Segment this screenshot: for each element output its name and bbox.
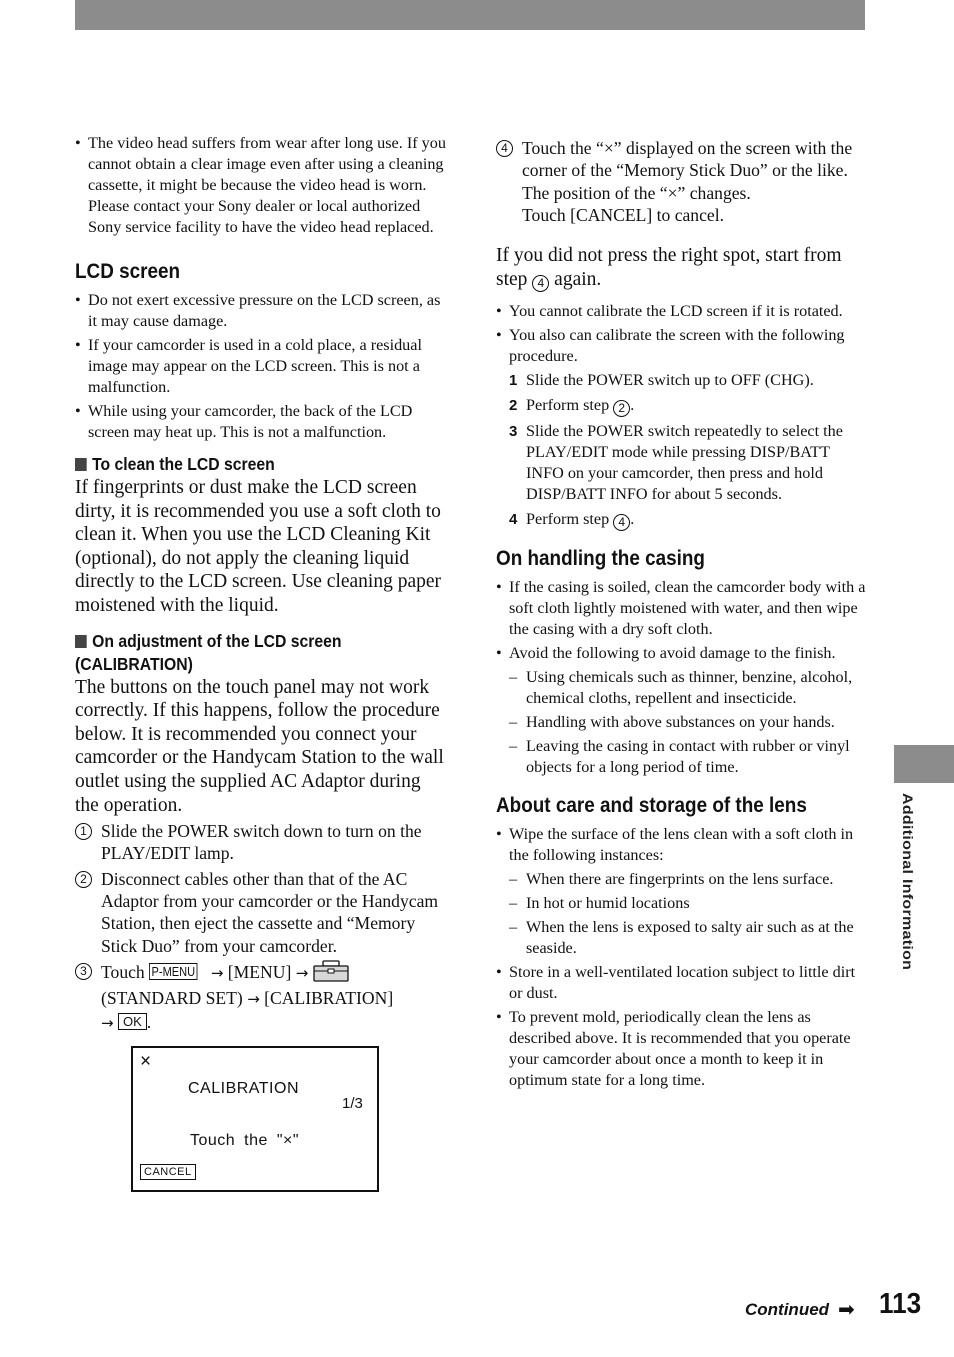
- arrow-right-icon: →: [295, 963, 309, 982]
- ok-button-icon: OK: [118, 1013, 147, 1030]
- list-item: • While using your camcorder, the back of the LCD screen may heat up. This is not a malfunction.: [75, 401, 447, 443]
- screen-cancel-button: CANCEL: [140, 1164, 196, 1180]
- list-item: • Wipe the surface of the lens clean with a soft cloth in the following instances: – When there are fingerprints on the lens surface. – In hot or humid locations – When the lens is exposed to salty air such as at the seaside.: [496, 824, 868, 959]
- step-item: 2 Perform step 2 .: [509, 395, 635, 415]
- lens-heading: About care and storage of the lens: [496, 793, 807, 817]
- list-item: – When there are fingerprints on the lens surface.: [509, 869, 868, 890]
- step-number-icon: 4: [532, 275, 549, 292]
- arrow-right-icon: →: [101, 1013, 114, 1032]
- list-item: • If your camcorder is used in a cold place, a residual image may appear on the LCD screen. This is not a malfunction.: [75, 335, 447, 398]
- list-item: – Leaving the casing in contact with rubber or vinyl objects for a long period of time.: [509, 736, 868, 778]
- screen-instruction: Touch the "×": [190, 1131, 300, 1149]
- calibration-heading-line2: (CALIBRATION): [75, 653, 193, 674]
- step-item: 3 Touch P-MENU → [MENU] → (STANDARD SET) → [CALIBRATION] → OK .: [75, 960, 447, 1034]
- clean-lcd-heading: To clean the LCD screen: [75, 453, 410, 476]
- step-item: 2 Disconnect cables other than that of the AC Adaptor from your camcorder or the Handycam Station, then eject the cassette and “Memory Stick Duo” from your camcorder.: [75, 868, 447, 957]
- p-menu-button-icon: P-MENU: [149, 963, 198, 980]
- list-item: – When the lens is exposed to salty air such as at the seaside.: [509, 917, 868, 959]
- arrow-right-icon: →: [247, 990, 260, 1009]
- section-tab: [894, 745, 954, 783]
- list-item: • Avoid the following to avoid damage to the finish. – Using chemicals such as thinner, benzine, alcohol, chemical cloths, repellent and insecticide. – Handling with above substances on your hands. – Leaving the casing in contact with rubber or vinyl objects for a long period of time.: [496, 643, 868, 778]
- calibration-screen-illustration: [131, 1046, 379, 1192]
- casing-heading: On handling the casing: [496, 546, 705, 570]
- step-item: 1 Slide the POWER switch up to OFF (CHG).: [509, 370, 814, 389]
- list-item: • Store in a well-ventilated location subject to little dirt or dust.: [496, 962, 868, 1004]
- step-item: 1 Slide the POWER switch down to turn on the PLAY/EDIT lamp.: [75, 820, 447, 865]
- list-item: – Using chemicals such as thinner, benzine, alcohol, chemical cloths, repellent and insecticide.: [509, 667, 868, 709]
- list-item: • If the casing is soiled, clean the camcorder body with a soft cloth lightly moistened with water, and then wipe the casing with a dry soft cloth.: [496, 577, 868, 640]
- continued-arrow-icon: ➡: [838, 1297, 855, 1321]
- step-number-icon: 2: [75, 871, 92, 888]
- step-item: 3 Slide the POWER switch repeatedly to select the PLAY/EDIT mode while pressing DISP/BATT INFO on your camcorder, then press and hold DISP/BATT INFO for about 5 seconds.: [509, 421, 843, 503]
- step-number-icon: 4: [496, 140, 513, 157]
- calibration-step4: [496, 137, 868, 226]
- calibration-text: The buttons on the touch panel may not work correctly. If this happens, follow the procedure below. It is recommended you connect your camcorder or the Handycam Station to the wall outlet using the supplied AC Adaptor during the operation.: [75, 676, 444, 816]
- list-item: – Handling with above substances on your hands.: [509, 712, 868, 733]
- retry-text: If you did not press the right spot, start from step 4 again.: [496, 245, 842, 290]
- step-item: 4 Perform step 4 .: [509, 509, 635, 529]
- lcd-bullet-list: [75, 290, 447, 443]
- step-number-icon: 3: [75, 963, 92, 980]
- calibration-steps: [75, 820, 447, 1034]
- toolbox-icon: [313, 960, 349, 987]
- screen-page-indicator: 1/3: [342, 1094, 363, 1112]
- alt-steps: [509, 370, 868, 531]
- continued-label: Continued: [745, 1300, 830, 1319]
- square-bullet-icon: [75, 458, 87, 471]
- intro-bullet-list: [75, 133, 447, 238]
- screen-title: CALIBRATION: [188, 1079, 299, 1097]
- lcd-screen-heading: LCD screen: [75, 260, 181, 283]
- step-number-icon: 2: [613, 400, 630, 417]
- page-number: 113: [879, 1288, 922, 1320]
- list-item: • You cannot calibrate the LCD screen if it is rotated.: [496, 301, 868, 322]
- right-column: [496, 137, 868, 1094]
- square-bullet-icon: [75, 635, 87, 648]
- left-column: [75, 133, 447, 1192]
- calibration-notes: [496, 301, 868, 531]
- list-item: • To prevent mold, periodically clean the lens as described above. It is recommended that you operate your camcorder about once a month to keep it in optimum state for a long time.: [496, 1007, 868, 1091]
- casing-bullet-list: [496, 577, 868, 778]
- step-number-icon: 1: [75, 823, 92, 840]
- list-item: • Do not exert excessive pressure on the LCD screen, as it may cause damage.: [75, 290, 447, 332]
- calibration-heading: On adjustment of the LCD screen: [75, 630, 410, 653]
- lens-bullet-list: [496, 824, 868, 1091]
- close-x-icon: ×: [140, 1050, 152, 1072]
- header-bar: [75, 0, 865, 30]
- lens-dash-list: [509, 869, 868, 959]
- section-tab-label: Additional Information: [899, 793, 915, 971]
- clean-lcd-text: If fingerprints or dust make the LCD screen dirty, it is recommended you use a soft cloth to clean it. When you use the LCD Cleaning Kit (optional), do not apply the cleaning liquid directly to the LCD screen. Use cleaning paper moistened with the liquid.: [75, 477, 442, 616]
- step-number-icon: 4: [613, 514, 630, 531]
- arrow-right-icon: →: [210, 963, 224, 982]
- list-item: • You also can calibrate the screen with the following procedure. 1 Slide the POWER switch up to OFF (CHG). 2 Perform step 2 . 3 Slide the POWER switch repeatedly to select the PLAY/EDIT mode while pressing DISP/BATT INFO on your camcorder, then press and hold DISP/BATT INFO for about 5 seconds. 4 Perform step 4 .: [496, 325, 868, 531]
- list-item: • The video head suffers from wear after long use. If you cannot obtain a clear image even after using a cleaning cassette, it might be because the video head is worn. Please contact your Sony dealer or local authorized Sony service facility to have the video head replaced.: [75, 133, 447, 238]
- step-item: 4 Touch the “×” displayed on the screen with the corner of the “Memory Stick Duo” or the like. The position of the “×” changes. Touch [CANCEL] to cancel.: [496, 137, 868, 226]
- list-item: – In hot or humid locations: [509, 893, 868, 914]
- casing-dash-list: [509, 667, 868, 778]
